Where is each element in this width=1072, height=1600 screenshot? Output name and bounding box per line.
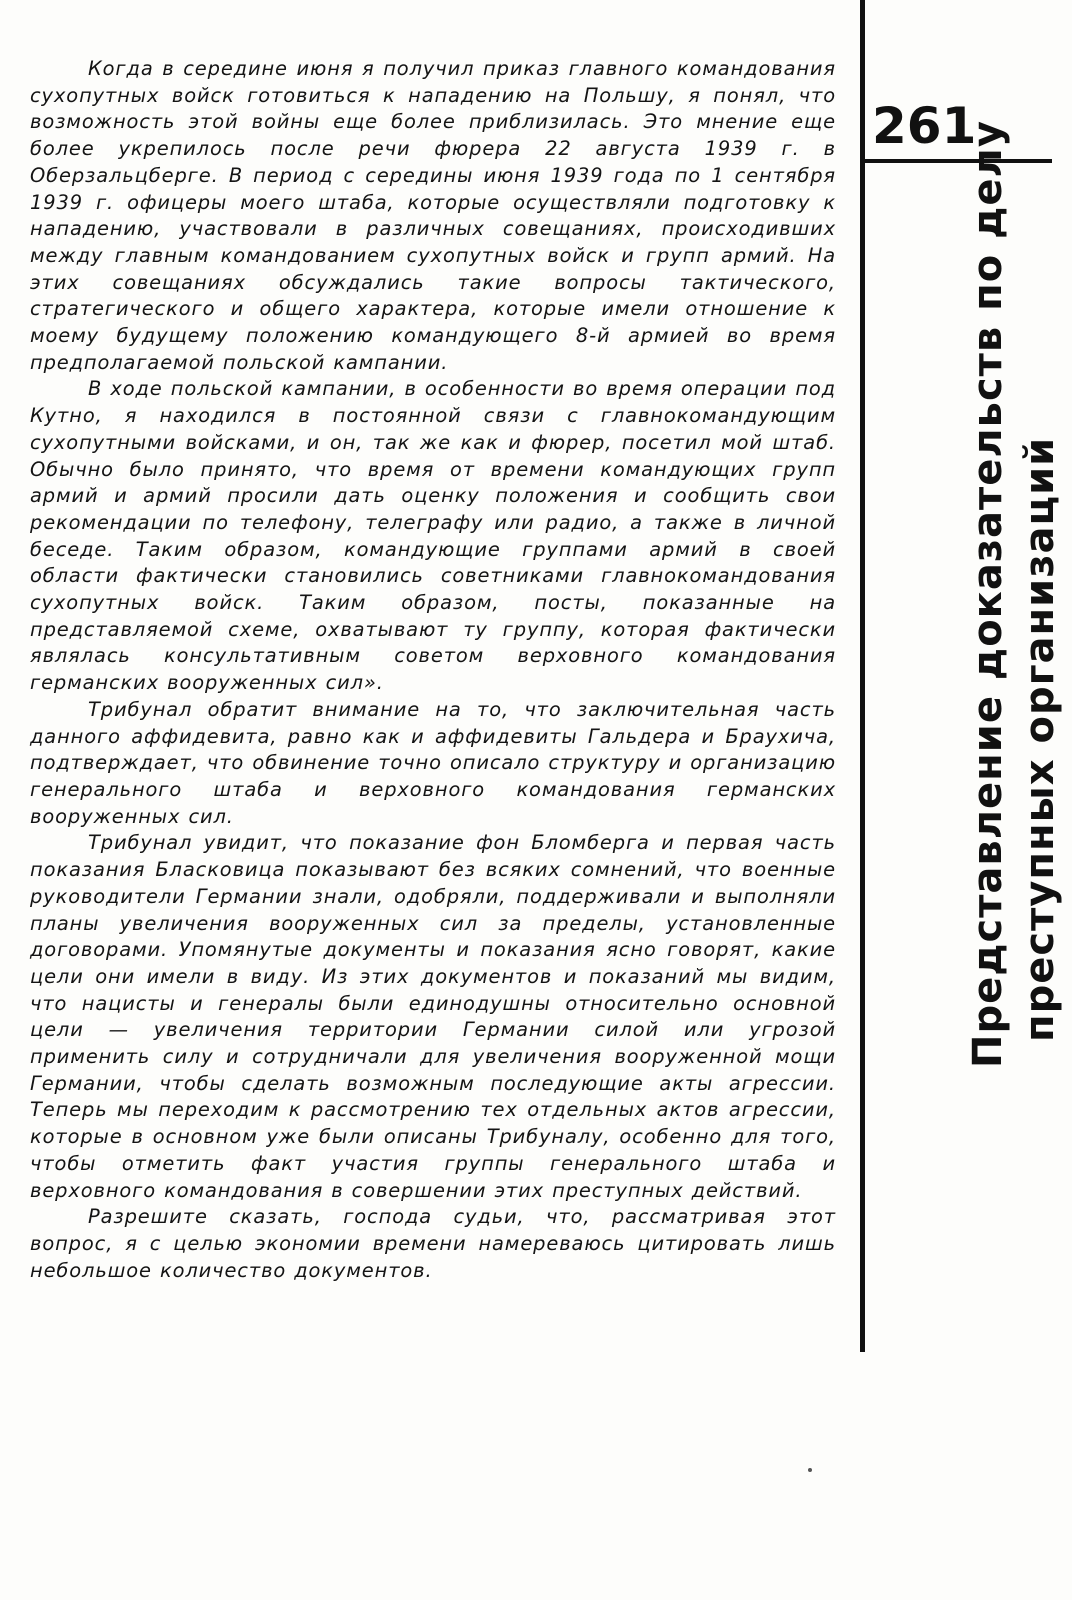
- paragraph-1: Когда в середине июня я получил приказ главного командования сухопутных войск готовиться к нападению на Польшу, я понял, что возможность этой войны еще более приблизилась. Это мнение еще более укрепилось после речи фюрера 22 августа 1939 г. в Оберзальцберге. В период с середины июня 1939 года по 1 сентября 1939 г. офицеры моего штаба, которые осуществляли подготовку к нападению, участвовали в различных совещаниях, происходивших между главным командованием сухопутных войск и групп армий. На этих совещаниях обсуждались такие вопросы тактического, стратегического и общего характера, которые имели отношение к моему будущему положению командующего 8-й армией во время предполагаемой польской кампании.: [30, 57, 836, 374]
- print-speck: [808, 1468, 812, 1472]
- page-number: 261: [872, 97, 977, 155]
- paragraph-5: Разрешите сказать, господа судьи, что, рассматривая этот вопрос, я с целью экономии времени намереваюсь цитировать лишь небольшое количество документов.: [30, 1205, 836, 1282]
- paragraph-3: Трибунал обратит внимание на то, что заключительная часть данного аффидевита, равно как и аффидевиты Гальдера и Браухича, подтверждает, что обвинение точно описало структуру и организацию генерального штаба и верховного командования германских вооруженных сил.: [30, 697, 836, 828]
- paragraph-4: Трибунал увидит, что показание фон Бломберга и первая часть показания Бласковица показывают без всяких сомнений, что военные руководители Германии знали, одобряли, поддерживали и выполняли планы увеличения вооруженных сил за пределы, установленные договорами. Упомянутые документы и показания ясно говорят, какие цели они имели в виду. Из этих документов и показаний мы видим, что нацисты и генералы были единодушны относительно основной цели — увеличения территории Германии силой или угрозой применить силу и сотрудничали для увеличения вооруженной мощи Германии, чтобы сделать возможным последующие акты агрессии. Теперь мы переходим к рассмотрению тех отдельных актов агрессии, которые в основном уже были описаны Трибуналу, особенно для того, чтобы отметить факт участия группы генерального штаба и верховного командования в совершении этих преступных действий.: [30, 831, 836, 1202]
- running-head-line-1: Представление доказательств по делу: [965, 120, 1011, 1068]
- paragraph-2: В ходе польской кампании, в особенности во время операции под Кутно, я находился в постоянной связи с главнокомандующим сухопутными войсками, и он, так же как и фюрер, посетил мой штаб. Обычно было принято, что время от времени командующих групп армий и армий просили дать оценку положения и сообщить свои рекомендации по телефону, телеграфу или радио, а также в личной беседе. Таким образом, командующие группами армий в своей области фактически становились советниками главнокомандования сухопутных войск. Таким образом, посты, показанные на представляемой схеме, охватывают ту группу, которая фактически являлась консультативным советом верховного командования германских вооруженных сил».: [30, 377, 836, 695]
- margin-vertical-rule: [860, 0, 865, 1352]
- body-text-column: [30, 56, 836, 1284]
- running-head-line-2: преступных организаций: [1017, 436, 1063, 1042]
- running-head-text: [962, 120, 1066, 1068]
